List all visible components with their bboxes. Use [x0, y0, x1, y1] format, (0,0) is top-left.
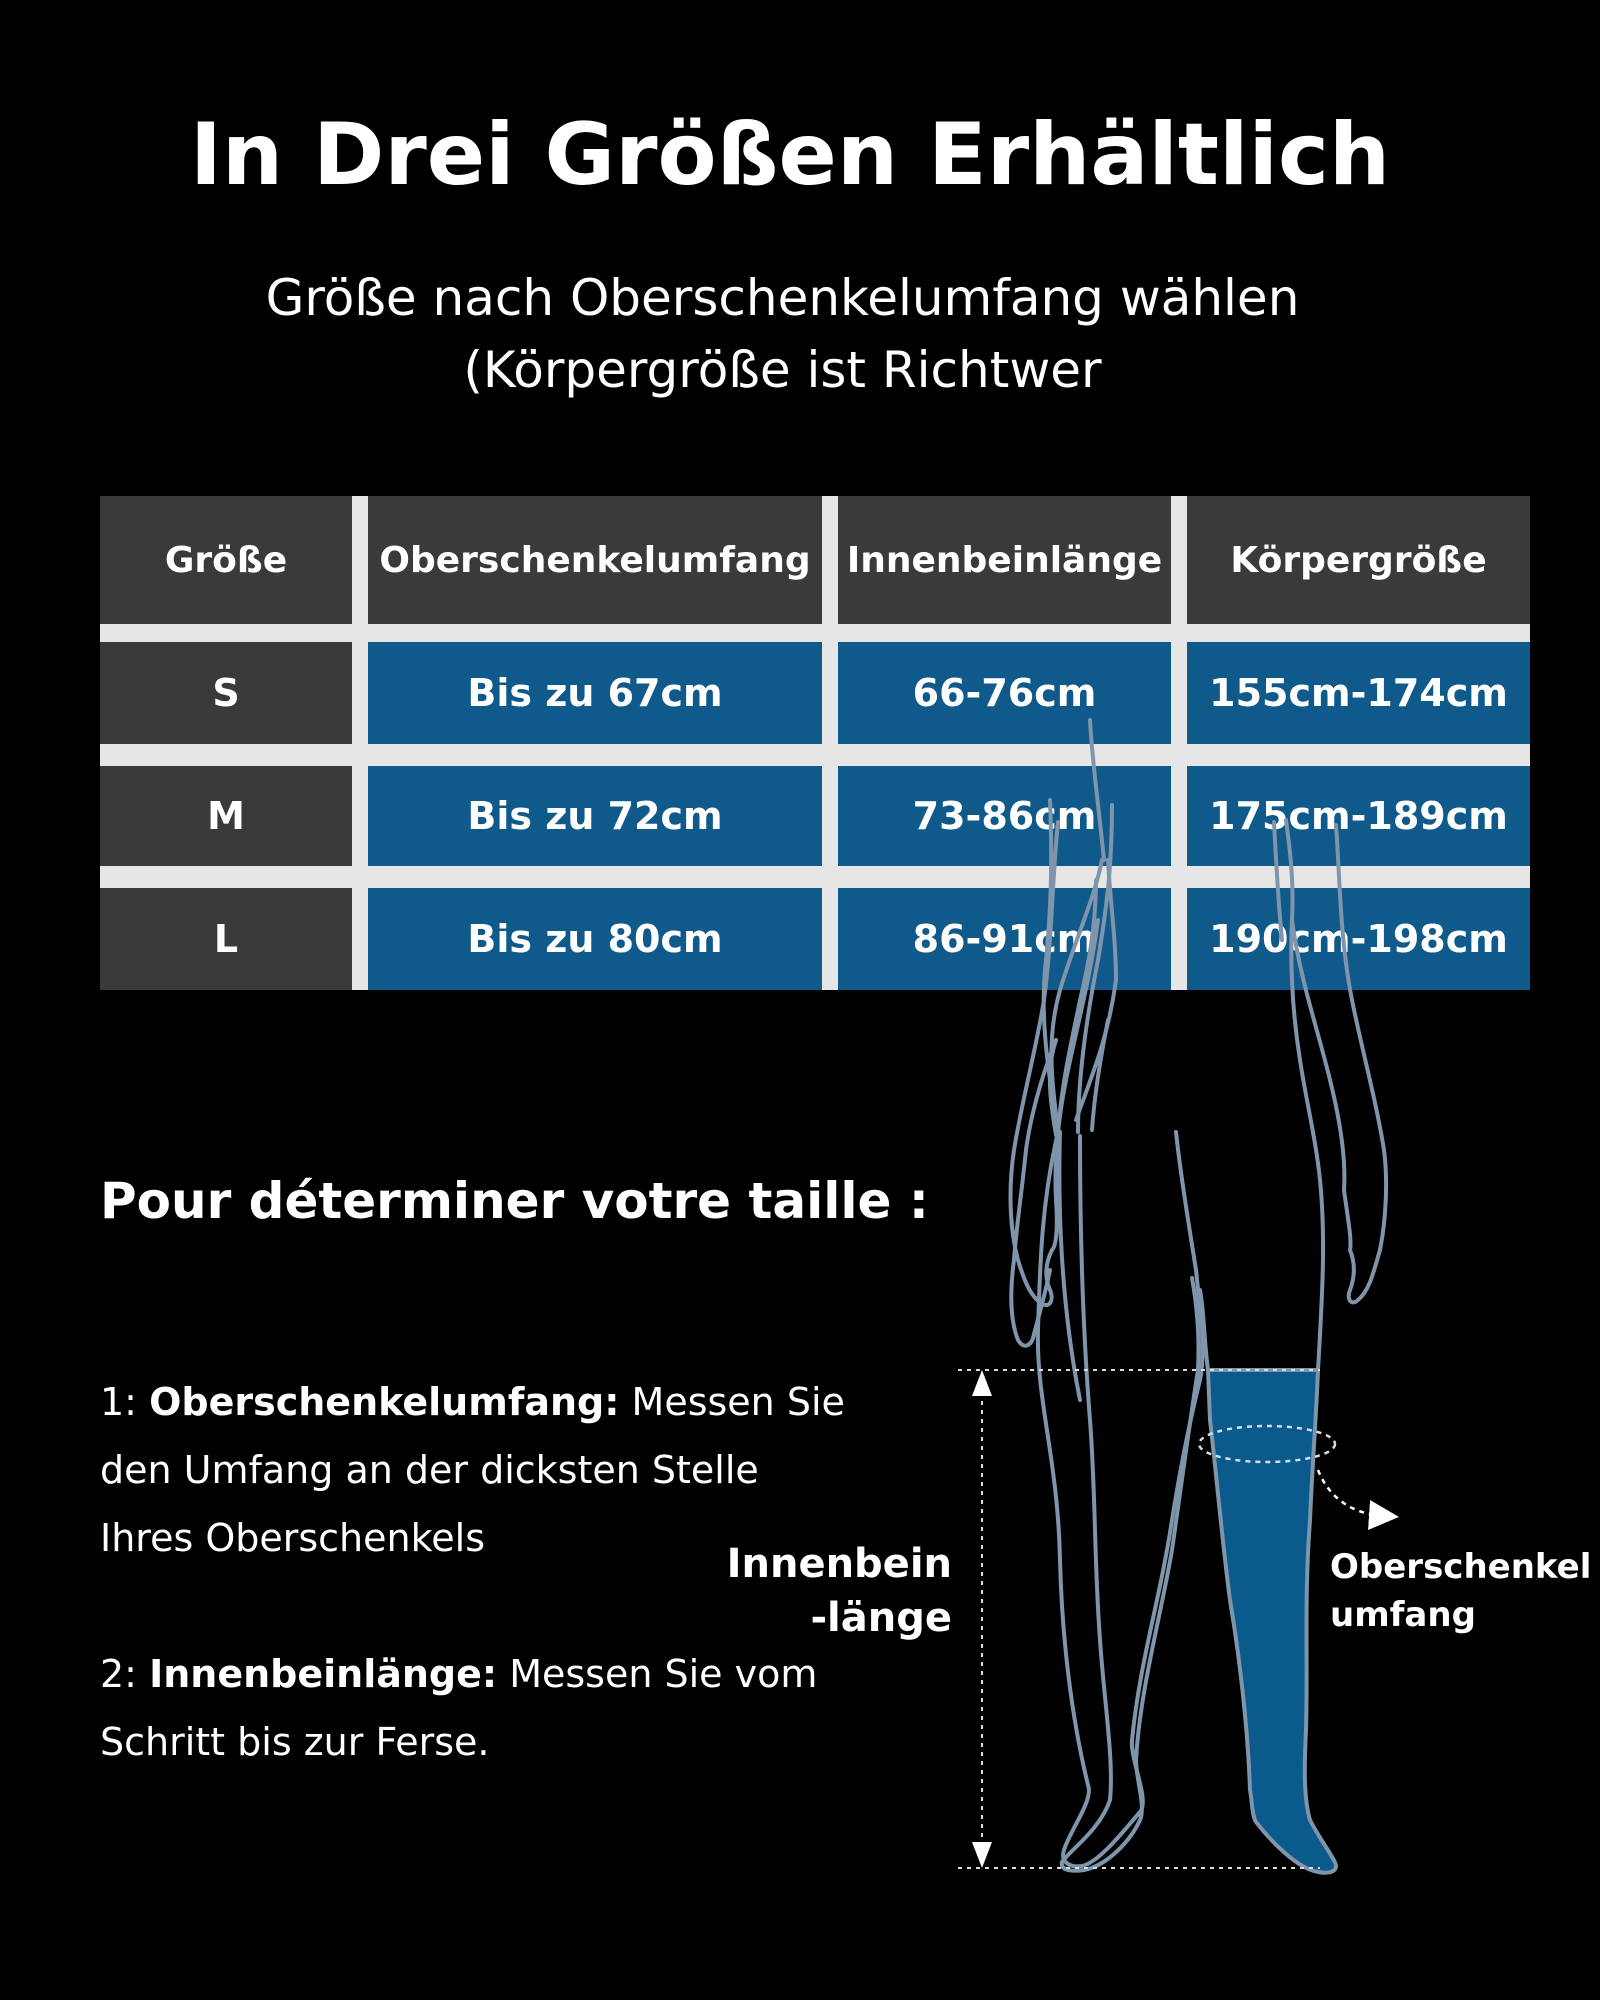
subtitle-line-2: (Körpergröße ist Richtwer	[463, 341, 1102, 399]
thigh-arrow	[1318, 1470, 1384, 1516]
table-cell-size-l: L	[100, 888, 352, 990]
table-header-inseam: Innenbeinlänge	[838, 496, 1171, 624]
step-2-line-1: 2: Innenbeinlänge: Messen Sie vom	[100, 1652, 818, 1696]
section-title: Pour déterminer votre taille :	[100, 1172, 929, 1230]
table-cell-height-l: 190cm-198cm	[1187, 888, 1530, 990]
step-1-line-1: 1: Oberschenkelumfang: Messen Sie	[100, 1380, 845, 1424]
inseam-arrow-up	[972, 1370, 992, 1396]
table-cell-size-s: S	[100, 642, 352, 744]
step-1-line-2: den Umfang an der dicksten Stelle	[100, 1448, 759, 1492]
step-2-label: Innenbeinlänge:	[149, 1652, 498, 1696]
table-cell-thigh-s: Bis zu 67cm	[368, 642, 822, 744]
page-title: In Drei Größen Erhältlich	[189, 105, 1391, 205]
figure-outline	[1044, 800, 1199, 1871]
table-header-size: Größe	[100, 496, 352, 624]
right-leg-outline	[1200, 820, 1386, 1370]
table-cell-height-m: 175cm-189cm	[1187, 766, 1530, 866]
table-cell-height-s: 155cm-174cm	[1187, 642, 1530, 744]
subtitle-line-1: Größe nach Oberschenkelumfang wählen	[265, 269, 1300, 327]
step-1-line-3: Ihres Oberschenkels	[100, 1516, 485, 1560]
thigh-label: Oberschenkel umfang	[1330, 1547, 1592, 1635]
table-cell-inseam-m: 73-86cm	[838, 766, 1171, 866]
table-header-thigh: Oberschenkelumfang	[368, 496, 822, 624]
step-1-label: Oberschenkelumfang:	[149, 1380, 620, 1424]
table-cell-thigh-m: Bis zu 72cm	[368, 766, 822, 866]
table-cell-thigh-l: Bis zu 80cm	[368, 888, 822, 990]
table-header-height: Körpergröße	[1187, 496, 1530, 624]
inseam-arrow-down	[972, 1842, 992, 1868]
table-cell-inseam-s: 66-76cm	[838, 642, 1171, 744]
table-cell-size-m: M	[100, 766, 352, 866]
stocking-shape	[1208, 1370, 1336, 1873]
table-cell-inseam-l: 86-91cm	[838, 888, 1171, 990]
left-arm-outline	[1011, 822, 1098, 1305]
inseam-label: Innenbein -länge	[726, 1541, 952, 1641]
step-2-line-2: Schritt bis zur Ferse.	[100, 1720, 490, 1764]
